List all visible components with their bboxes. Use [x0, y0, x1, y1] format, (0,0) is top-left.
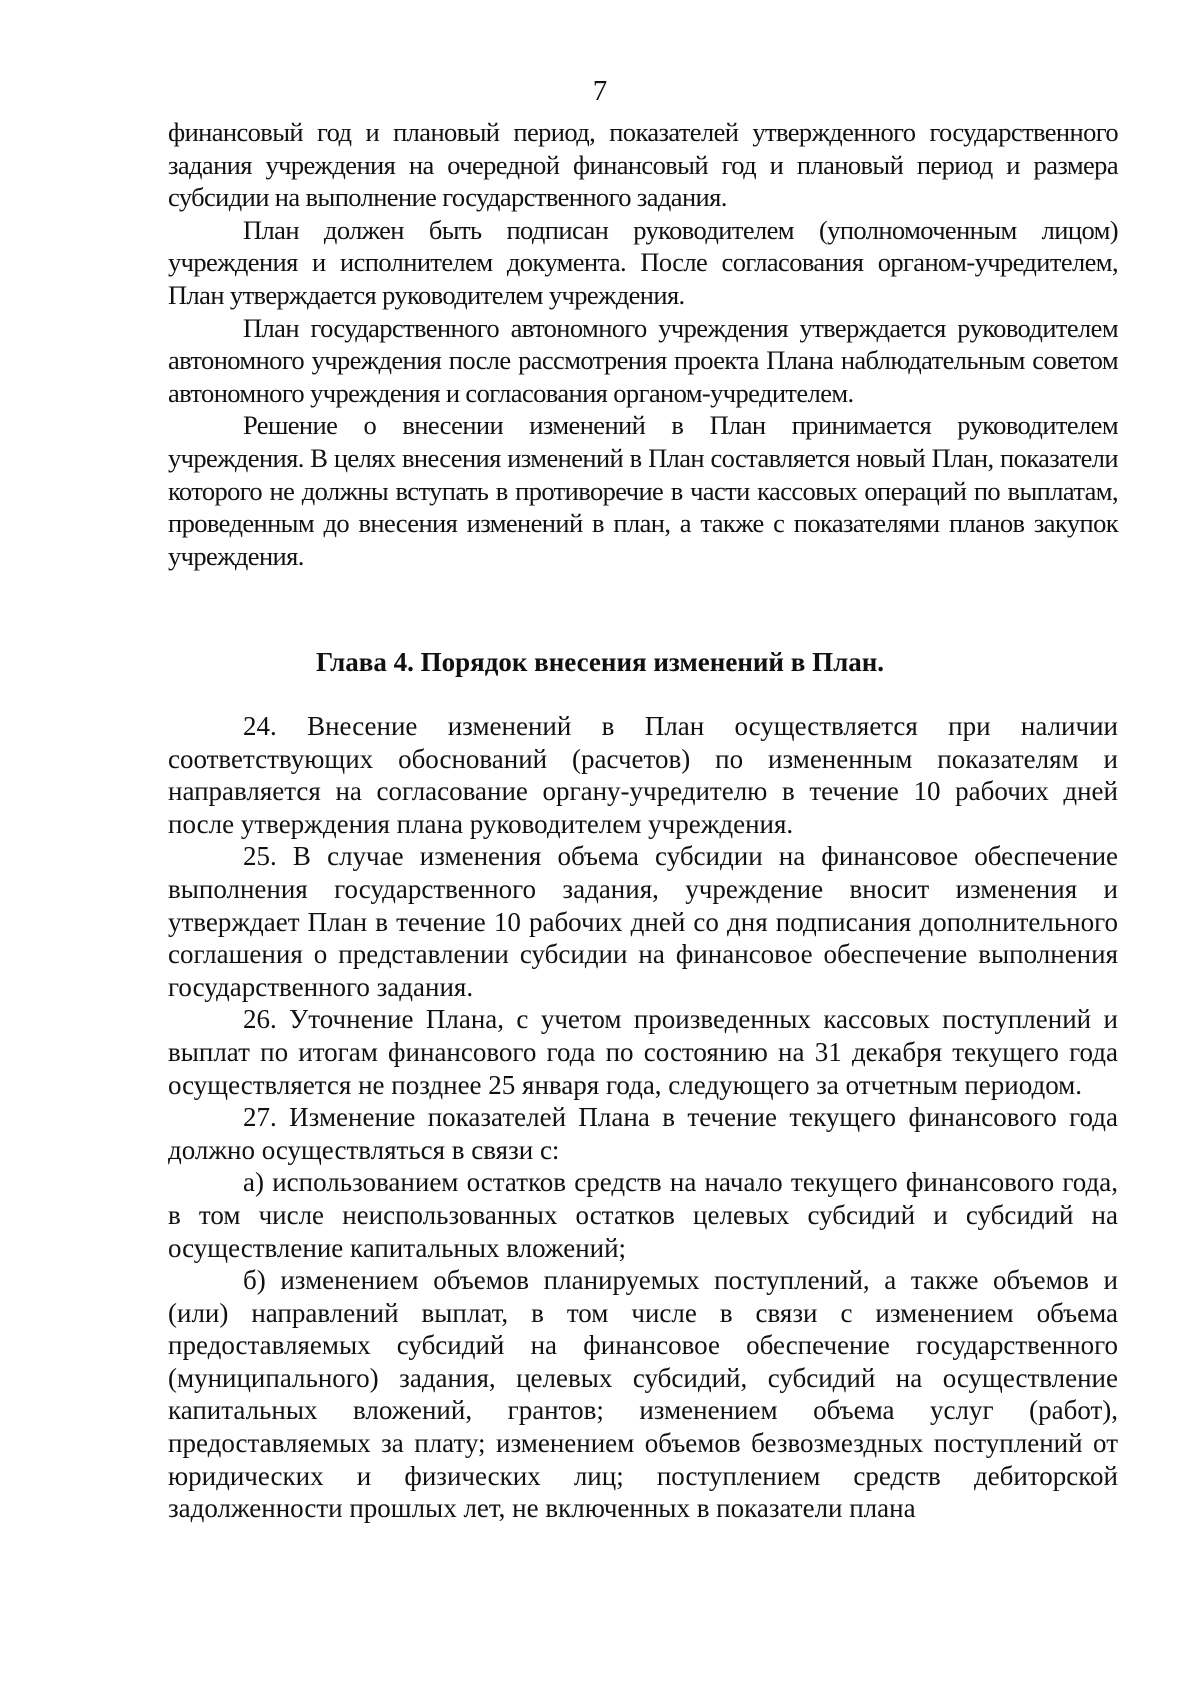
chapter-heading: Глава 4. Порядок внесения изменений в План. [315, 647, 885, 677]
paragraph-plan-signing: План должен быть подписан руководителем (уполномоченным лицом) учреждения и исполнителем документа. После согласования органом-учредителем, План утверждается руководителем учреждения. [168, 214, 1118, 310]
paragraph-27-a: а) использованием остатков средств на начало текущего финансового года, в том числе неиспользованных остатков целевых субсидий и субсидий на осуществление капитальных вложений; [168, 1167, 1118, 1263]
section-b [168, 710, 1118, 1525]
paragraph-autonomous-plan: План государственного автономного учреждения утверждается руководителем автономного учреждения после рассмотрения проекта Плана наблюдательным советом автономного учреждения и согласования органом-учредителем. [168, 312, 1118, 408]
paragraph-changes-decision: Решение о внесении изменений в План принимается руководителем учреждения. В целях внесения изменений в План составляется новый План, показатели которого не должны вступать в противоречие в части кассовых операций по выплатам, проведенным до внесения изменений в план, а также с показателями планов закупок учреждения. [168, 410, 1118, 571]
paragraph-27-b: б) изменением объемов планируемых поступлений, а также объемов и (или) направлений выплат, в том числе в связи с изменением объема предоставляемых субсидий на финансовое обеспечение государственного (муниципального) задания, целевых субсидий, субсидий на осуществление капитальных вложений, грантов; изменением объема услуг (работ), предоставляемых за плату; изменением объемов безвозмездных поступлений от юридических и физических лиц; поступлением средств дебиторской задолженности прошлых лет, не включенных в показатели плана [168, 1265, 1118, 1524]
paragraph-continuation: финансовый год и плановый период, показателей утвержденного государственного задания учреждения на очередной финансовый год и плановый период и размера субсидии на выполнение государственного задания. [168, 117, 1118, 213]
paragraph-26: 26. Уточнение Плана, с учетом произведенных кассовых поступлений и выплат по итогам финансового года по состоянию на 31 декабря текущего года осуществляется не позднее 25 января года, следующего за отчетным периодом. [168, 1004, 1118, 1100]
paragraph-24: 24. Внесение изменений в План осуществляется при наличии соответствующих обоснований (расчетов) по измененным показателям и направляется на согласование органу-учредителю в течение 10 рабочих дней после утверждения плана руководителем учреждения. [168, 711, 1118, 839]
paragraph-27: 27. Изменение показателей Плана в течение текущего финансового года должно осуществляться в связи с: [168, 1102, 1118, 1165]
section-a [168, 116, 1118, 572]
paragraph-25: 25. В случае изменения объема субсидии на финансовое обеспечение выполнения государственного задания, учреждение вносит изменения и утверждает План в течение 10 рабочих дней со дня подписания дополнительного соглашения о представлении субсидии на финансовое обеспечение выполнения государственного задания. [168, 841, 1118, 1002]
page-number: 7 [592, 75, 608, 107]
